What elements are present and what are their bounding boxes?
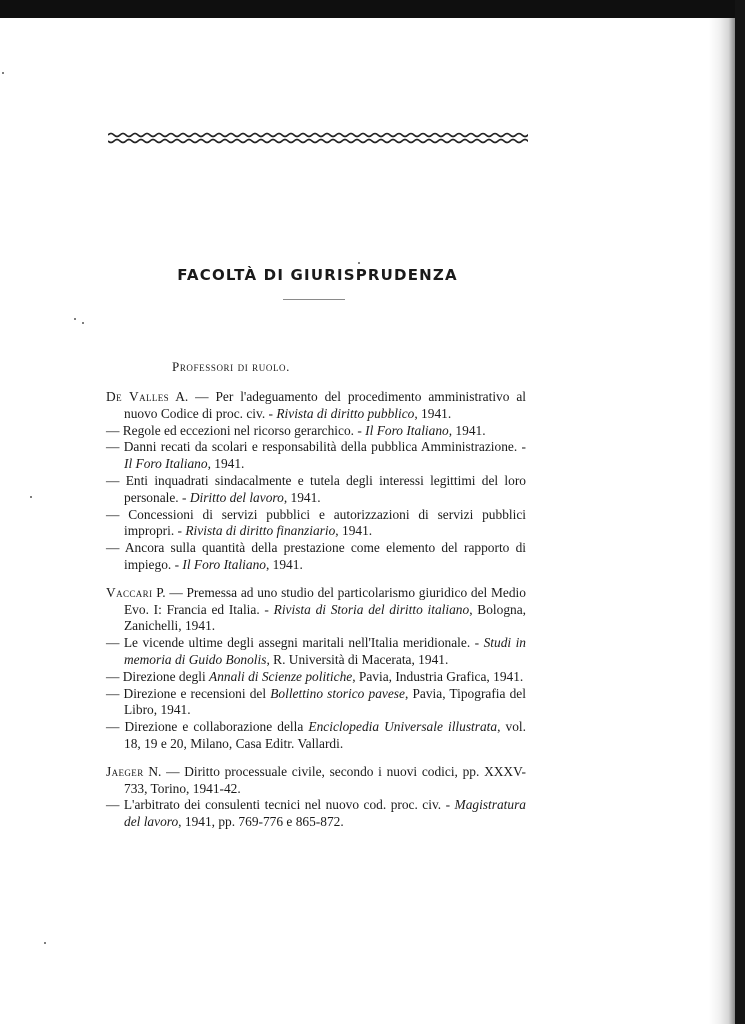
author-block-jaeger: [106, 764, 526, 831]
publication-source: Enciclopedia Universale illustrata: [308, 719, 498, 735]
publication-source: Il Foro Italiano: [365, 422, 449, 438]
author-block-vaccari: [106, 585, 526, 753]
publication-entry: — Direzione e recensioni del Bollettino storico pavese, Pavia, Tipografia del Libro, 1941.: [106, 685, 526, 718]
publication-entry: — Concessioni di servizi pubblici e autorizzazioni di servizi pubblici impropri. - Rivista di diritto finanziario, 1941.: [106, 506, 526, 539]
publication-entry: — L'arbitrato dei consulenti tecnici nel nuovo cod. proc. civ. - Magistratura del lavoro, 1941, pp. 769-776 e 865-872.: [106, 797, 526, 830]
title-underline: [283, 299, 345, 300]
author-block-de-valles: [106, 389, 526, 574]
scan-top-border: [0, 0, 745, 18]
page-title: FACOLTÀ DI GIURISPRUDENZA: [177, 266, 458, 284]
publication-entry: — Enti inquadrati sindacalmente e tutela degli interessi legittimi del loro personale. - Diritto del lavoro, 1941.: [106, 472, 526, 505]
publication-entry: Jaeger N. — Diritto processuale civile, secondo i nuovi codici, pp. XXXV-733, Torino, 1941-42.: [106, 763, 526, 796]
page-edge-shadow: [709, 18, 735, 1024]
section-heading: Professori di ruolo.: [172, 359, 290, 374]
publication-source: Il Foro Italiano: [124, 456, 208, 472]
publication-entry: — Direzione e collaborazione della Enciclopedia Universale illustrata, vol. 18, 19 e 20, Milano, Casa Editr. Vallardi.: [106, 719, 526, 751]
publication-entry: — Le vicende ultime degli assegni maritali nell'Italia meridionale. - Studi in memoria di Guido Bonolis, R. Università di Macerata, 1941.: [106, 635, 526, 667]
publication-list: [106, 389, 526, 842]
publication-source: Annali di Scienze politiche: [209, 668, 353, 684]
publication-source: Bollettino storico pavese: [270, 685, 405, 701]
publication-entry: Vaccari P. — Premessa ad uno studio del particolarismo giuridico del Medio Evo. I: Francia ed Italia. - Rivista di Storia del diritto italiano, Bologna, Zanichelli, 1941.: [106, 584, 526, 634]
publication-entry: — Ancora sulla quantità della prestazione come elemento del rapporto di impiego. - Il Foro Italiano, 1941.: [106, 540, 527, 572]
author-name: De Valles: [106, 389, 170, 404]
publication-entry: — Danni recati da scolari e responsabilità della pubblica Amministrazione. - Il Foro Italiano, 1941.: [106, 439, 526, 472]
publication-source: Diritto del lavoro: [189, 489, 284, 505]
publication-source: Il Foro Italiano: [182, 556, 266, 572]
author-name: Jaeger: [106, 763, 144, 779]
publication-source: Magistratura del lavoro: [124, 797, 526, 830]
author-name: Vaccari: [106, 584, 153, 600]
scan-right-border: [735, 0, 745, 1024]
publication-entry: — Direzione degli Annali di Scienze politiche, Pavia, Industria Grafica, 1941.: [106, 668, 524, 684]
publication-source: Rivista di diritto pubblico: [276, 405, 415, 421]
publication-entry: De Valles A. — Per l'adeguamento del procedimento amministrativo al nuovo Codice di proc. civ. - Rivista di diritto pubblico, 1941.: [106, 389, 526, 421]
publication-source: Rivista di Storia del diritto italiano: [273, 601, 470, 617]
publication-source: Rivista di diritto finanziario: [185, 523, 336, 539]
publication-entry: — Regole ed eccezioni nel ricorso gerarchico. - Il Foro Italiano, 1941.: [106, 422, 486, 438]
decorative-ornament-rule: [108, 130, 528, 146]
publication-source: Studi in memoria di Guido Bonolis: [124, 635, 526, 667]
